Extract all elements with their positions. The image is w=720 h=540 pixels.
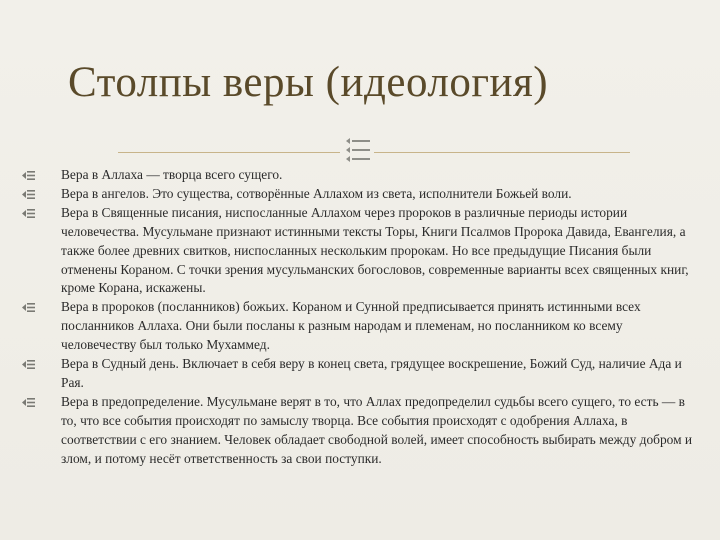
list-item bbox=[0, 204, 720, 299]
list-item bbox=[0, 166, 720, 185]
list-item-text: Вера в предопределение. Мусульмане верят в то, что Аллах предопределил судьбы всего сущего, то есть — в то, что все события происходят по замыслу творца. Все события происходят с одобрения Аллаха, в соответствии с его знанием. Человек обладает свободной волей, имеет способность выбирать между добром и злом, и потому несёт ответственность за свои поступки. bbox=[61, 393, 693, 466]
bullet-list bbox=[0, 166, 720, 469]
slide-title: Столпы веры (идеология) bbox=[68, 59, 549, 106]
title-divider-right bbox=[374, 152, 630, 153]
list-bullet-icon bbox=[22, 189, 35, 200]
list-item-text: Вера в Судный день. Включает в себя веру в конец света, грядущее воскрешение, Божий Суд, наличие Ада и Рая. bbox=[61, 356, 682, 390]
list-bullet-icon bbox=[22, 170, 35, 181]
list-item-text: Вера в Священные писания, ниспосланные Аллахом через пророков в различные периоды истории человечества. Мусульмане признают истинными тексты Торы, Книги Псалмов Пророка Давида, Евангелия, а также более древних свитков, ниспосланных нескольким пророкам. Но все предыдущие Писания были отменены Кораном. С точки зрения мусульманских богословов, современные варианты всех священных книг, кроме Корана, искажены. bbox=[61, 204, 689, 296]
list-bullet-icon bbox=[22, 359, 35, 370]
list-item-text: Вера в пророков (посланников) божьих. Кораном и Сунной предписывается принять истинными всех посланников Аллаха. Они были посланы к разным народам и племенам, но посланником ко всему человечеству был только Мухаммед. bbox=[61, 299, 641, 353]
list-item-text: Вера в ангелов. Это существа, сотворённые Аллахом из света, исполнители Божьей воли. bbox=[61, 185, 572, 201]
list-item bbox=[0, 393, 720, 469]
list-bullet-icon bbox=[22, 302, 35, 313]
list-item bbox=[0, 298, 720, 355]
list-item bbox=[0, 355, 720, 393]
list-bullet-icon bbox=[22, 208, 35, 219]
title-divider-left bbox=[118, 152, 340, 153]
list-item-text: Вера в Аллаха — творца всего сущего. bbox=[61, 167, 283, 182]
list-bullet-icon bbox=[22, 397, 35, 408]
list-item bbox=[0, 185, 720, 204]
list-lines-icon bbox=[341, 134, 373, 164]
